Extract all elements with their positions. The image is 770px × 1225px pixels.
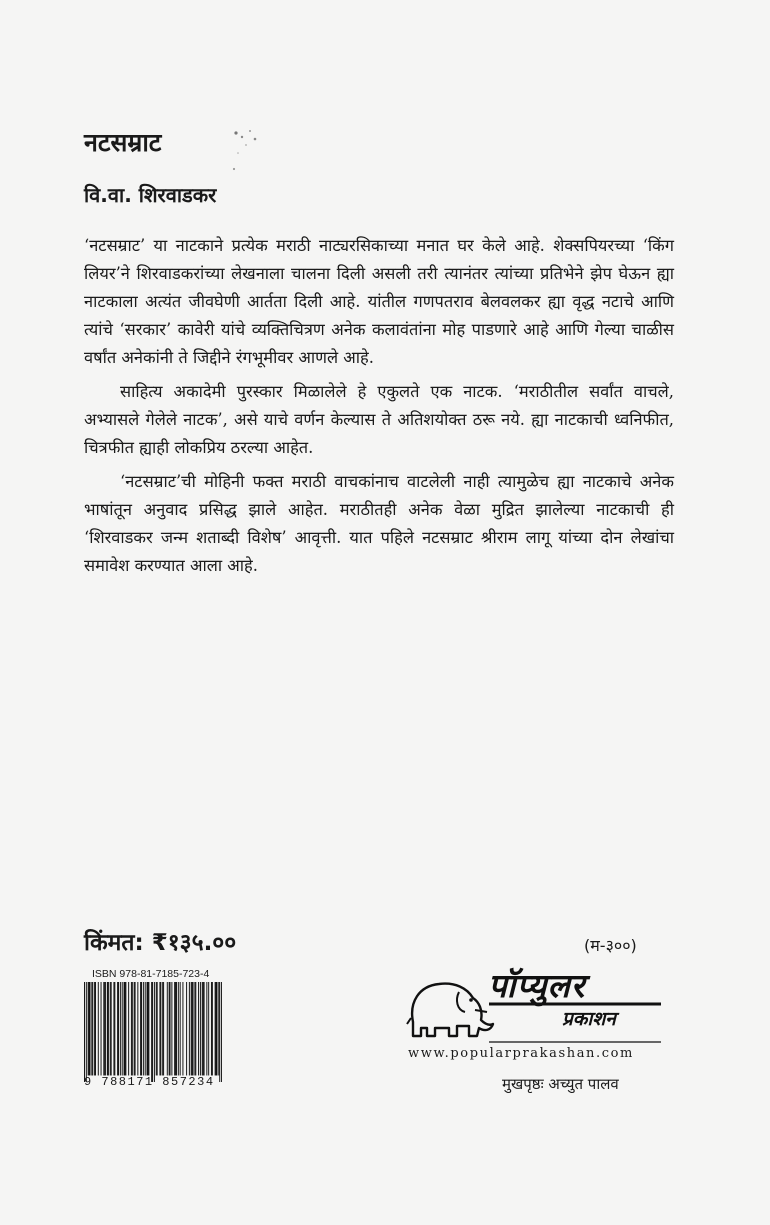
publisher-subname: प्रकाशन (562, 1008, 616, 1030)
barcode-bar (167, 982, 168, 1075)
barcode-bar (98, 982, 99, 1075)
barcode-bar (89, 982, 90, 1075)
barcode-bar (134, 982, 135, 1075)
barcode-bar (163, 982, 164, 1075)
barcode-bar (118, 982, 119, 1075)
barcode-bar (141, 982, 142, 1075)
barcode-bar (117, 982, 118, 1075)
barcode-bar (104, 982, 105, 1075)
barcode-bar (90, 982, 91, 1075)
barcode-bar (203, 982, 204, 1075)
barcode-bar (151, 982, 152, 1082)
barcode-bar (156, 982, 157, 1075)
barcode-bar (157, 982, 158, 1075)
book-author: वि.वा. शिरवाडकर (84, 183, 217, 207)
barcode-bar (105, 982, 106, 1075)
barcode-bar (124, 982, 125, 1075)
barcode-bar (182, 982, 183, 1075)
barcode-bar (154, 982, 155, 1082)
barcode-bar (216, 982, 217, 1075)
barcode-bar (170, 982, 171, 1075)
barcode (84, 982, 222, 1082)
barcode-bar (175, 982, 176, 1075)
barcode-bar (143, 982, 144, 1075)
barcode-bar (194, 982, 195, 1075)
barcode-bar (180, 982, 181, 1075)
barcode-bar (86, 982, 87, 1082)
isbn-label: ISBN 978-81-7185-723-4 (92, 968, 210, 980)
barcode-bar (120, 982, 121, 1075)
barcode-bar (198, 982, 199, 1075)
barcode-bar (107, 982, 108, 1075)
barcode-bar (178, 982, 179, 1075)
blurb-paragraph: साहित्य अकादेमी पुरस्कार मिळालेले हे एकुलते एक नाटक. ‘मराठीतील सर्वांत वाचले, अभ्यासले गेलेले नाटक’, असे याचे वर्णन केल्यास ते अतिशयोक्त ठरू नये. ह्या नाटकाची ध्वनिफीत, चित्रफीत ह्याही लोकप्रिय ठरल्या आहेत. (84, 382, 674, 457)
barcode-bar (176, 982, 177, 1075)
barcode-bar (191, 982, 192, 1075)
barcode-bar (91, 982, 92, 1075)
publisher-name: पॉप्युलर (488, 966, 586, 1005)
barcode-bar (92, 982, 93, 1075)
barcode-number: 9 788171 857234 (84, 1075, 215, 1089)
barcode-bar (212, 982, 213, 1075)
blurb-paragraph: ‘नटसम्राट’ची मोहिनी फक्त मराठी वाचकांनाच वाटलेली नाही त्यामुळेच ह्या नाटकाचे अनेक भाषांतून अनुवाद प्रसिद्ध झाले आहेत. मराठीतही अनेक वेळा मुद्रित झालेल्या नाटकाची ही ‘शिरवाडकर जन्म शताब्दी विशेष’ आवृत्ती. यात पहिले नटसम्राट श्रीराम लागू यांच्या दोन लेखांचा समावेश करण्यात आला आहे. (84, 472, 674, 575)
barcode-bar (124, 982, 125, 1075)
barcode-bar (216, 982, 217, 1075)
barcode-bar (221, 982, 222, 1082)
barcode-bar (219, 982, 220, 1082)
barcode-bar (204, 982, 205, 1075)
price: किंमत: ₹१३५.०० (84, 930, 237, 956)
blurb (84, 232, 674, 586)
barcode-bar (211, 982, 212, 1075)
barcode-bar (103, 982, 104, 1075)
barcode-bar (171, 982, 172, 1075)
barcode-bar (162, 982, 163, 1075)
barcode-bar (95, 982, 96, 1075)
barcode-bar (159, 982, 160, 1075)
barcode-bar (88, 982, 89, 1075)
barcode-bar (145, 982, 146, 1075)
publisher-website: www.popularprakashan.com (408, 1046, 634, 1061)
barcode-bar (108, 982, 109, 1075)
barcode-bar (189, 982, 190, 1075)
barcode-bar (125, 982, 126, 1075)
barcode-bar (113, 982, 114, 1075)
barcode-bar (186, 982, 187, 1075)
barcode-bar (193, 982, 194, 1075)
barcode-bar (137, 982, 138, 1075)
barcode-bar (84, 982, 85, 1082)
blurb-paragraph: ‘नटसम्राट’ या नाटकाने प्रत्येक मराठी नाट्यरसिकाच्या मनात घर केले आहे. शेक्सपियरच्या ‘किंग लियर’ने शिरवाडकरांच्या लेखनाला चालना दिली असली तरी त्यानंतर त्यांच्या प्रतिभेने झेप घेऊन ह्या नाटकाला अत्यंत जीवघेणी आर्तता दिली आहे. यांतील गणपतराव बेलवलकर ह्या वृद्ध नटाचे आणि त्यांचे ‘सरकार’ कावेरी यांचे व्यक्तिचित्रण अनेक कलावंतांना मोह पाडणारे आहे आणि गेल्या चाळीस वर्षांत अनेकांनी ते जिद्दीने रंगभूमीवर आणले आहे. (84, 236, 674, 367)
barcode-bar (128, 982, 129, 1075)
barcode-bar (192, 982, 193, 1075)
barcode-bar (152, 982, 153, 1082)
barcode-bar (114, 982, 115, 1075)
barcode-bar (131, 982, 132, 1075)
barcode-bar (215, 982, 216, 1075)
barcode-bar (200, 982, 201, 1075)
barcode-bar (101, 982, 102, 1075)
print-smudge-icon (228, 125, 268, 177)
barcode-bar (148, 982, 149, 1075)
barcode-bar (208, 982, 209, 1075)
barcode-bar (132, 982, 133, 1075)
barcode-bar (94, 982, 95, 1075)
barcode-bar (169, 982, 170, 1075)
book-title: नटसम्राट (84, 128, 162, 157)
barcode-bar (160, 982, 161, 1075)
barcode-bar (174, 982, 175, 1075)
barcode-bar (140, 982, 141, 1075)
barcode-bar (202, 982, 203, 1075)
barcode-bar (135, 982, 136, 1075)
barcode-bar (195, 982, 196, 1075)
barcode-bar (111, 982, 112, 1075)
barcode-bar (147, 982, 148, 1075)
barcode-bar (110, 982, 111, 1075)
barcode-bar (218, 982, 219, 1075)
catalog-code: (म-३००) (584, 936, 637, 955)
cover-credit: मुखपृष्ठः अच्युत पालव (502, 1075, 619, 1093)
barcode-bar (122, 982, 123, 1075)
barcode-bar (206, 982, 207, 1075)
barcode-bar (147, 982, 148, 1075)
